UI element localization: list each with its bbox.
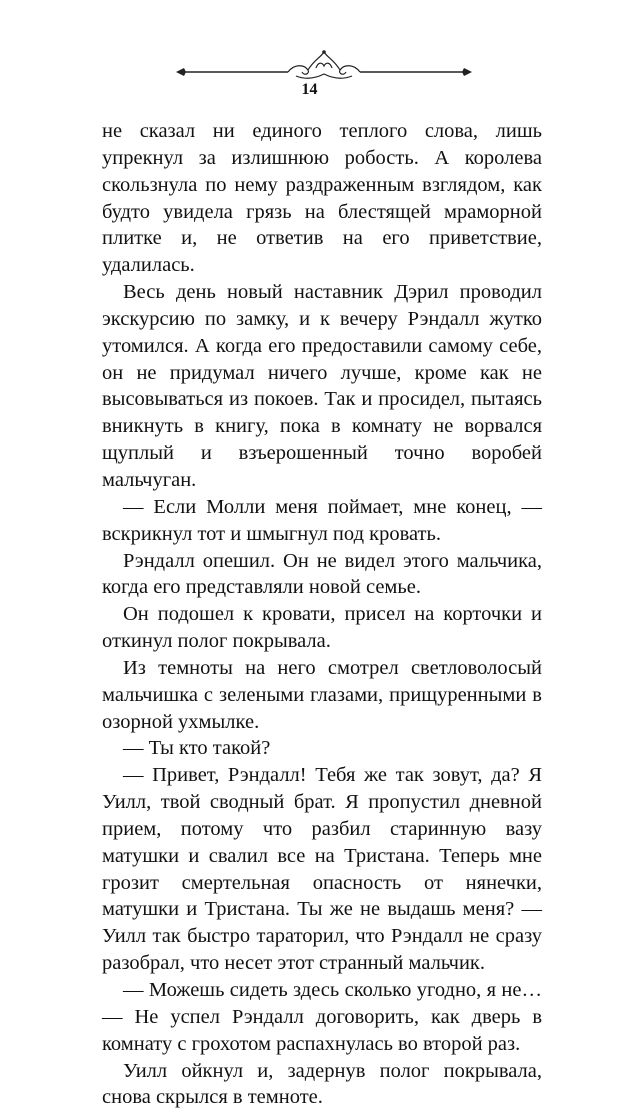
paragraph: Весь день новый наставник Дэрил проводил экскурсию по замку, и к вечеру Рэндалл жутко утомился. А когда его предоставили самому себе, он не придумал ничего лучше, кроме как не высовываться из покоев. Так и просидел, пытаясь вникнуть в книгу, пока в комнату не ворвался щуплый и взъерошенный точно воробей мальчуган.: [102, 281, 542, 491]
paragraph: Он подошел к кровати, присел на корточки и откинул полог покрывала.: [102, 603, 542, 653]
page-number: 14: [301, 81, 318, 98]
paragraph: Уилл ойкнул и, задернув полог покрывала, снова скрылся в темноте.: [102, 1059, 542, 1109]
paragraph: Рэндалл опешил. Он не видел этого мальчика, когда его представляли новой семье.: [102, 549, 542, 599]
paragraph: — Ты кто такой?: [123, 737, 271, 760]
paragraph: — Привет, Рэндалл! Тебя же так зовут, да? Я Уилл, твой сводный брат. Я пропустил дневной прием, потому что разбил старинную вазу матушки и свалил все на Тристана. Теперь мне грозит смертельная опасность от нянечки, матушки и Тристана. Ты же не выдашь меня? — Уилл так быстро тараторил, что Рэндалл не сразу разобрал, что несет этот странный мальчик.: [102, 764, 542, 975]
paragraph: не сказал ни единого теплого слова, лишь упрекнул за излишнюю робость. А королева скользнула по нему раздраженным взглядом, как будто увидела грязь на блестящей мраморной плитке и, не ответив на его приветствие, удалилась.: [102, 120, 542, 277]
paragraph: — Можешь сидеть здесь сколько угодно, я не… — Не успел Рэндалл договорить, как дверь в комнату с грохотом распахнулась во второй раз.: [102, 979, 542, 1055]
paragraph: — Если Молли меня поймает, мне конец, — вскрикнул тот и шмыгнул под кровать.: [102, 495, 542, 545]
paragraph: Из темноты на него смотрел светловолосый мальчишка с зелеными глазами, прищуренными в озорной ухмылке.: [102, 656, 542, 733]
body-text: [102, 118, 542, 1111]
